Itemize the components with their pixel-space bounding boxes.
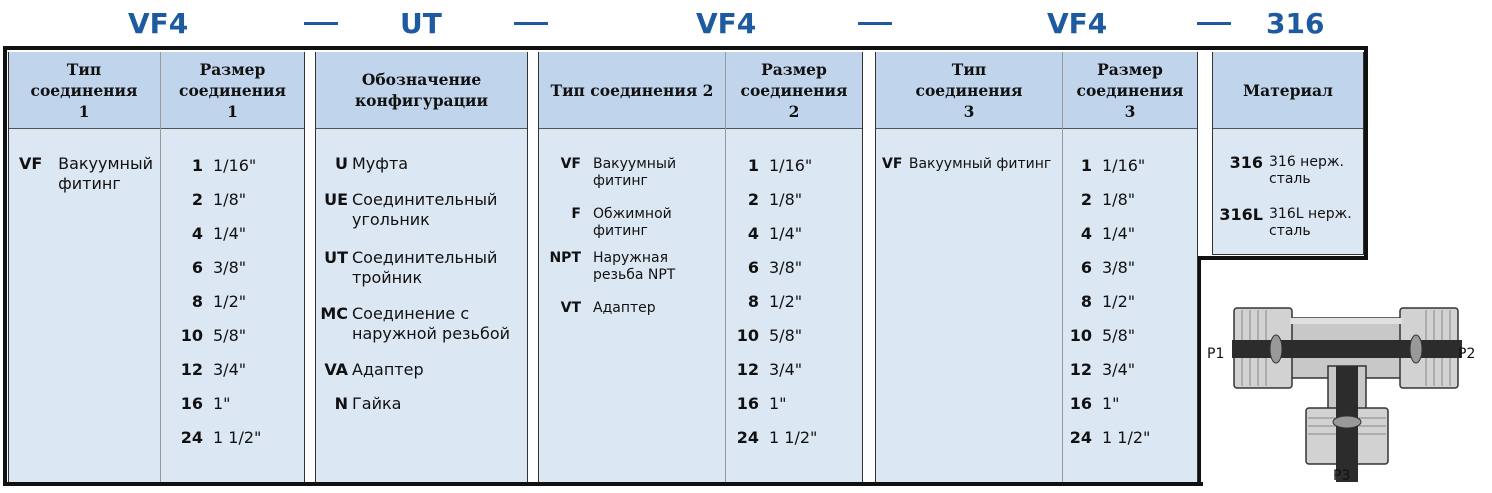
config-row	[316, 248, 520, 288]
size-row	[177, 394, 231, 414]
frame-step	[1197, 256, 1368, 260]
config-desc: Соединение с наружной резьбой	[352, 304, 511, 343]
size-code: 12	[1069, 360, 1092, 379]
size-code: 24	[736, 428, 759, 447]
frame-right	[1364, 46, 1368, 260]
code-material: 316	[1266, 7, 1325, 40]
code-conn1-type: VF4	[128, 7, 189, 40]
size-row	[1066, 360, 1135, 380]
conn2-type-desc: Обжимной фитинг	[593, 206, 672, 239]
size-code: 4	[747, 224, 759, 243]
size-code: 4	[1080, 224, 1092, 243]
size-code: 10	[1069, 326, 1092, 345]
size-value: 1/2"	[1102, 292, 1136, 311]
size-row	[1066, 156, 1145, 176]
frame-bottom	[3, 482, 1203, 486]
size-value: 5/8"	[769, 326, 803, 345]
port-label-p3: P3	[1333, 468, 1351, 484]
size-code: 24	[180, 428, 203, 447]
size-code: 16	[180, 394, 203, 413]
size-code: 1	[747, 156, 759, 175]
size-row	[177, 156, 256, 176]
config-code: UT	[324, 248, 348, 267]
size-code: 6	[1080, 258, 1092, 277]
config-row	[316, 190, 520, 230]
size-row	[177, 292, 246, 312]
code-dash	[304, 22, 338, 25]
panel-conn3	[875, 52, 1198, 482]
conn1-type-row	[19, 154, 158, 194]
size-row	[733, 292, 802, 312]
panel-config	[315, 52, 528, 482]
panel-material	[1212, 52, 1364, 255]
size-value: 1/4"	[1102, 224, 1136, 243]
size-row	[1066, 326, 1135, 346]
size-value: 1/8"	[213, 190, 247, 209]
size-code: 4	[191, 224, 203, 243]
panel-conn1	[8, 52, 305, 482]
header-conn2-type: Тип соединения 2	[550, 80, 714, 100]
size-code: 8	[191, 292, 203, 311]
size-value: 3/8"	[1102, 258, 1136, 277]
size-row	[177, 428, 261, 448]
size-value: 1/4"	[213, 224, 247, 243]
code-conn3-type: VF4	[1047, 7, 1108, 40]
size-code: 12	[180, 360, 203, 379]
size-value: 1"	[769, 394, 787, 413]
material-row	[1213, 206, 1353, 240]
size-row	[733, 156, 812, 176]
config-desc: Соединительный угольник	[352, 190, 498, 229]
size-row	[1066, 428, 1150, 448]
size-value: 3/8"	[769, 258, 803, 277]
config-desc: Гайка	[352, 394, 402, 413]
size-code: 1	[1080, 156, 1092, 175]
header-material: Материал	[1243, 80, 1333, 100]
material-code: 316L	[1219, 205, 1263, 224]
size-value: 3/4"	[769, 360, 803, 379]
size-row	[177, 360, 246, 380]
header-config: Обозначение конфигурации	[354, 70, 489, 110]
size-value: 1/16"	[769, 156, 813, 175]
size-value: 1/8"	[1102, 190, 1136, 209]
header-conn1-type: Тип соединения 1	[30, 59, 138, 121]
config-row	[316, 394, 520, 414]
size-value: 1/8"	[769, 190, 803, 209]
size-code: 2	[191, 190, 203, 209]
conn2-type-desc: Адаптер	[593, 300, 656, 316]
conn2-type-code: F	[571, 206, 581, 222]
conn1-type-desc: Вакуумный фитинг	[58, 154, 154, 193]
size-code: 10	[180, 326, 203, 345]
config-desc: Соединительный тройник	[352, 248, 498, 287]
size-row	[733, 360, 802, 380]
size-row	[1066, 394, 1120, 414]
size-value: 1/4"	[769, 224, 803, 243]
size-code: 6	[191, 258, 203, 277]
size-value: 5/8"	[213, 326, 247, 345]
size-row	[733, 326, 802, 346]
size-code: 2	[747, 190, 759, 209]
material-row	[1213, 154, 1353, 188]
size-code: 16	[1069, 394, 1092, 413]
size-row	[1066, 258, 1135, 278]
conn2-type-row	[539, 206, 693, 240]
size-code: 10	[736, 326, 759, 345]
header-conn3-size: Размер соединения 3	[1076, 59, 1184, 121]
config-desc: Муфта	[352, 154, 409, 173]
config-code: UE	[324, 190, 348, 209]
code-dash	[1197, 22, 1231, 25]
size-code: 2	[1080, 190, 1092, 209]
size-value: 1/16"	[1102, 156, 1146, 175]
size-row	[733, 224, 802, 244]
code-dash	[514, 22, 548, 25]
column-divider	[1062, 52, 1063, 482]
size-row	[1066, 224, 1135, 244]
conn3-type-code: VF	[882, 156, 903, 172]
material-desc: 316L нерж. сталь	[1269, 206, 1352, 239]
header-conn3-type: Тип соединения 3	[915, 59, 1023, 121]
size-value: 1/2"	[769, 292, 803, 311]
size-value: 1 1/2"	[213, 428, 262, 447]
config-code: VA	[324, 360, 348, 379]
port-label-p1: P1	[1207, 346, 1225, 362]
size-row	[177, 190, 246, 210]
header-conn2-size: Размер соединения 2	[740, 59, 848, 121]
size-code: 12	[736, 360, 759, 379]
size-row	[1066, 292, 1135, 312]
config-code: U	[335, 154, 348, 173]
size-code: 8	[1080, 292, 1092, 311]
conn2-type-desc: Вакуумный фитинг	[593, 156, 677, 189]
size-code: 24	[1069, 428, 1092, 447]
header-conn1-size: Размер соединения 1	[179, 59, 286, 121]
size-value: 3/4"	[1102, 360, 1136, 379]
size-code: 8	[747, 292, 759, 311]
conn2-type-desc: Наружная резьба NPT	[593, 250, 676, 283]
config-row	[316, 154, 520, 174]
conn3-type-row	[882, 156, 1051, 173]
size-code: 16	[736, 394, 759, 413]
size-value: 5/8"	[1102, 326, 1136, 345]
code-conn2-type: VF4	[696, 7, 757, 40]
port-label-p2: P2	[1458, 346, 1476, 362]
size-code: 1	[191, 156, 203, 175]
size-value: 1"	[213, 394, 231, 413]
config-code: MC	[320, 304, 348, 323]
size-row	[177, 326, 246, 346]
panel-conn2	[538, 52, 863, 482]
code-dash	[858, 22, 892, 25]
conn2-type-code: VF	[560, 156, 581, 172]
size-value: 1/16"	[213, 156, 257, 175]
material-desc: 316 нерж. сталь	[1269, 154, 1344, 187]
conn2-type-row	[539, 156, 693, 190]
size-value: 1"	[1102, 394, 1120, 413]
conn2-type-code: NPT	[549, 250, 581, 266]
code-config: UT	[400, 7, 442, 40]
size-value: 1 1/2"	[1102, 428, 1151, 447]
material-code: 316	[1229, 153, 1263, 172]
conn2-type-row	[539, 250, 693, 284]
size-value: 1 1/2"	[769, 428, 818, 447]
size-row	[733, 190, 802, 210]
frame-left	[3, 46, 7, 486]
size-row	[1066, 190, 1135, 210]
size-value: 1/2"	[213, 292, 247, 311]
size-row	[177, 258, 246, 278]
size-row	[733, 428, 817, 448]
config-desc: Адаптер	[352, 360, 424, 379]
config-code: N	[334, 394, 348, 413]
column-divider	[725, 52, 726, 482]
frame-top	[3, 46, 1368, 50]
size-value: 3/8"	[213, 258, 247, 277]
size-row	[733, 258, 802, 278]
size-code: 6	[747, 258, 759, 277]
size-row	[733, 394, 787, 414]
config-row	[316, 304, 520, 344]
size-row	[177, 224, 246, 244]
conn2-type-row	[539, 300, 693, 317]
tee-fitting-diagram	[1232, 306, 1462, 486]
conn2-type-code: VT	[560, 300, 581, 316]
conn1-type-code: VF	[19, 154, 43, 173]
column-divider	[160, 52, 161, 482]
config-row	[316, 360, 520, 380]
size-value: 3/4"	[213, 360, 247, 379]
conn3-type-desc: Вакуумный фитинг	[908, 156, 1052, 172]
